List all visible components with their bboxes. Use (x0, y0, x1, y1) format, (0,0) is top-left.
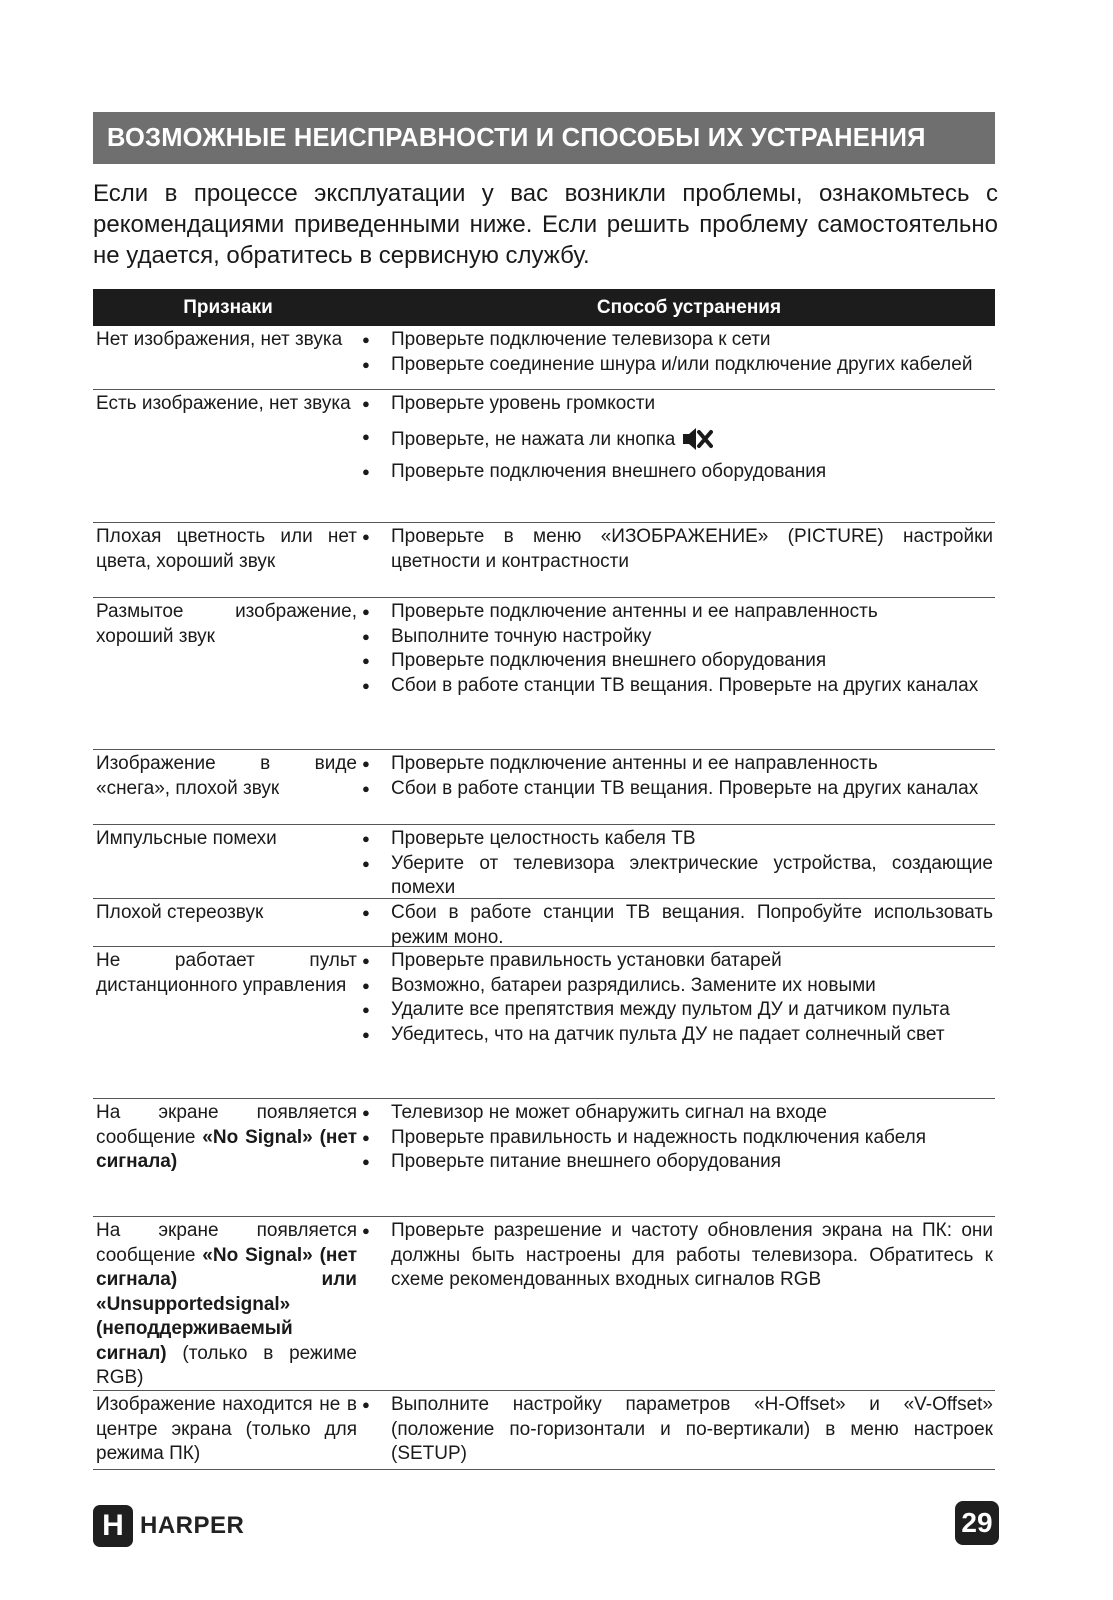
symptom-cell: Размытое изображение, хороший звук (96, 601, 357, 647)
solution-item: ● Проверьте разрешение и частоту обновления экрана на ПК: они должны быть настроены для работы телевизора. Обратитесь к схеме рекомендованных входных сигналов RGB (361, 1219, 995, 1293)
section-title: ВОЗМОЖНЫЕ НЕИСПРАВНОСТИ И СПОСОБЫ ИХ УСТРАНЕНИЯ (93, 112, 995, 164)
symptom-cell (93, 1101, 361, 1216)
header-symptoms: Признаки (183, 297, 273, 318)
solution-item: ● Выполните точную настройку (361, 625, 995, 650)
table-row (93, 326, 995, 390)
solution-list (361, 328, 995, 389)
solution-item: ● Проверьте подключение антенны и ее направленность (361, 600, 995, 625)
symptom-cell: Нет изображения, нет звука (96, 329, 343, 350)
solution-item: ● Возможно, батареи разрядились. Замените их новыми (361, 974, 995, 999)
solution-text: Проверьте, не нажата ли кнопка (391, 428, 676, 450)
solution-item (361, 425, 995, 461)
solution-item: ● Выполните настройку параметров «H-Offset» и «V-Offset» (положение по-горизонтали и по-вертикали) в меню настроек (SETUP) (361, 1393, 995, 1467)
solution-item: ● Проверьте правильность установки батарей (361, 949, 995, 974)
solution-item: ● Проверьте подключение телевизора к сети (361, 328, 995, 353)
solution-item: ● Проверьте целостность кабеля ТВ (361, 827, 995, 852)
symptom-text: (только в режиме RGB) (96, 1342, 357, 1388)
solution-item: ● Сбои в работе станции ТВ вещания. Попробуйте использовать режим моно. (361, 901, 995, 950)
no-signal-message: «No Signal» (нет сигнала) (96, 1126, 357, 1172)
solution-list (361, 1219, 995, 1390)
solution-item: ● Сбои в работе станции ТВ вещания. Проверьте на других каналах (361, 777, 995, 802)
solution-list (361, 827, 995, 898)
solution-list (361, 949, 995, 1098)
symptom-cell: Есть изображение, нет звука (96, 393, 351, 414)
table-row (93, 947, 995, 1099)
symptom-text: На экране появляется сообщение (96, 1102, 357, 1148)
header-solutions: Способ устранения (596, 297, 782, 318)
table-row (93, 1217, 995, 1391)
solution-item: ● Проверьте подключение антенны и ее направленность (361, 752, 995, 777)
table-row (93, 1391, 995, 1470)
solution-item: ● Проверьте подключения внешнего оборудования (361, 649, 995, 674)
no-signal-message: «No Signal» (нет сигнала) или «Unsupportedsignal» (неподдерживаемый сигнал) (96, 1244, 357, 1364)
symptom-cell: Изображение в виде «снега», плохой звук (96, 753, 357, 799)
symptom-cell: Импульсные помехи (96, 828, 277, 849)
symptom-text: На экране появляется сообщение (96, 1220, 357, 1266)
solution-item: ● Убедитесь, что на датчик пульта ДУ не падает солнечный свет (361, 1023, 995, 1048)
table-row (93, 390, 995, 523)
page-number: 29 (955, 1501, 999, 1545)
symptom-cell: Плохая цветность или нет цвета, хороший звук (96, 526, 357, 572)
solution-item: ● Удалите все препятствия между пультом ДУ и датчиком пульта (361, 998, 995, 1023)
logo-mark: H (93, 1505, 133, 1547)
table-row (93, 598, 995, 750)
solution-item: ● Проверьте соединение шнура и/или подключение других кабелей (361, 353, 995, 378)
solution-item: ● Проверьте питание внешнего оборудования (361, 1150, 995, 1175)
table-header (93, 289, 995, 326)
solution-item: ● Проверьте уровень громкости (361, 392, 995, 417)
mute-icon (681, 425, 713, 461)
symptom-cell: Изображение находится не в центре экрана (только для режима ПК) (96, 1394, 357, 1464)
solution-item: ● Сбои в работе станции ТВ вещания. Проверьте на других каналах (361, 674, 995, 699)
solution-item: ● Проверьте подключения внешнего оборудования (361, 460, 995, 485)
solution-list (361, 1393, 995, 1469)
solution-item: ● Проверьте в меню «ИЗОБРАЖЕНИЕ» (PICTURE) настройки цветности и контрастности (361, 525, 995, 574)
solution-list (361, 1101, 995, 1216)
solution-item: ● Телевизор не может обнаружить сигнал на входе (361, 1101, 995, 1126)
solution-list (361, 392, 995, 522)
troubleshooting-table (93, 326, 995, 1470)
symptom-cell: Не работает пульт дистанционного управления (96, 950, 357, 996)
intro-paragraph: Если в процессе эксплуатации у вас возникли проблемы, ознакомьтесь с рекомендациями приведенными ниже. Если решить проблему самостоятельно не удается, обратитесь в сервисную службу. (93, 180, 998, 269)
symptom-cell: Плохой стереозвук (96, 902, 264, 923)
table-row (93, 750, 995, 825)
solution-item: ● Уберите от телевизора электрические устройства, создающие помехи (361, 852, 995, 901)
solution-list (361, 901, 995, 946)
solution-list (361, 752, 995, 824)
solution-list (361, 525, 995, 597)
table-row (93, 1099, 995, 1217)
solution-item: ● Проверьте правильность и надежность подключения кабеля (361, 1126, 995, 1151)
symptom-cell (93, 1219, 361, 1390)
table-row (93, 523, 995, 598)
table-row (93, 825, 995, 899)
solution-list (361, 600, 995, 749)
brand-name: HARPER (140, 1512, 245, 1539)
table-row (93, 899, 995, 947)
brand-logo (93, 1505, 244, 1547)
